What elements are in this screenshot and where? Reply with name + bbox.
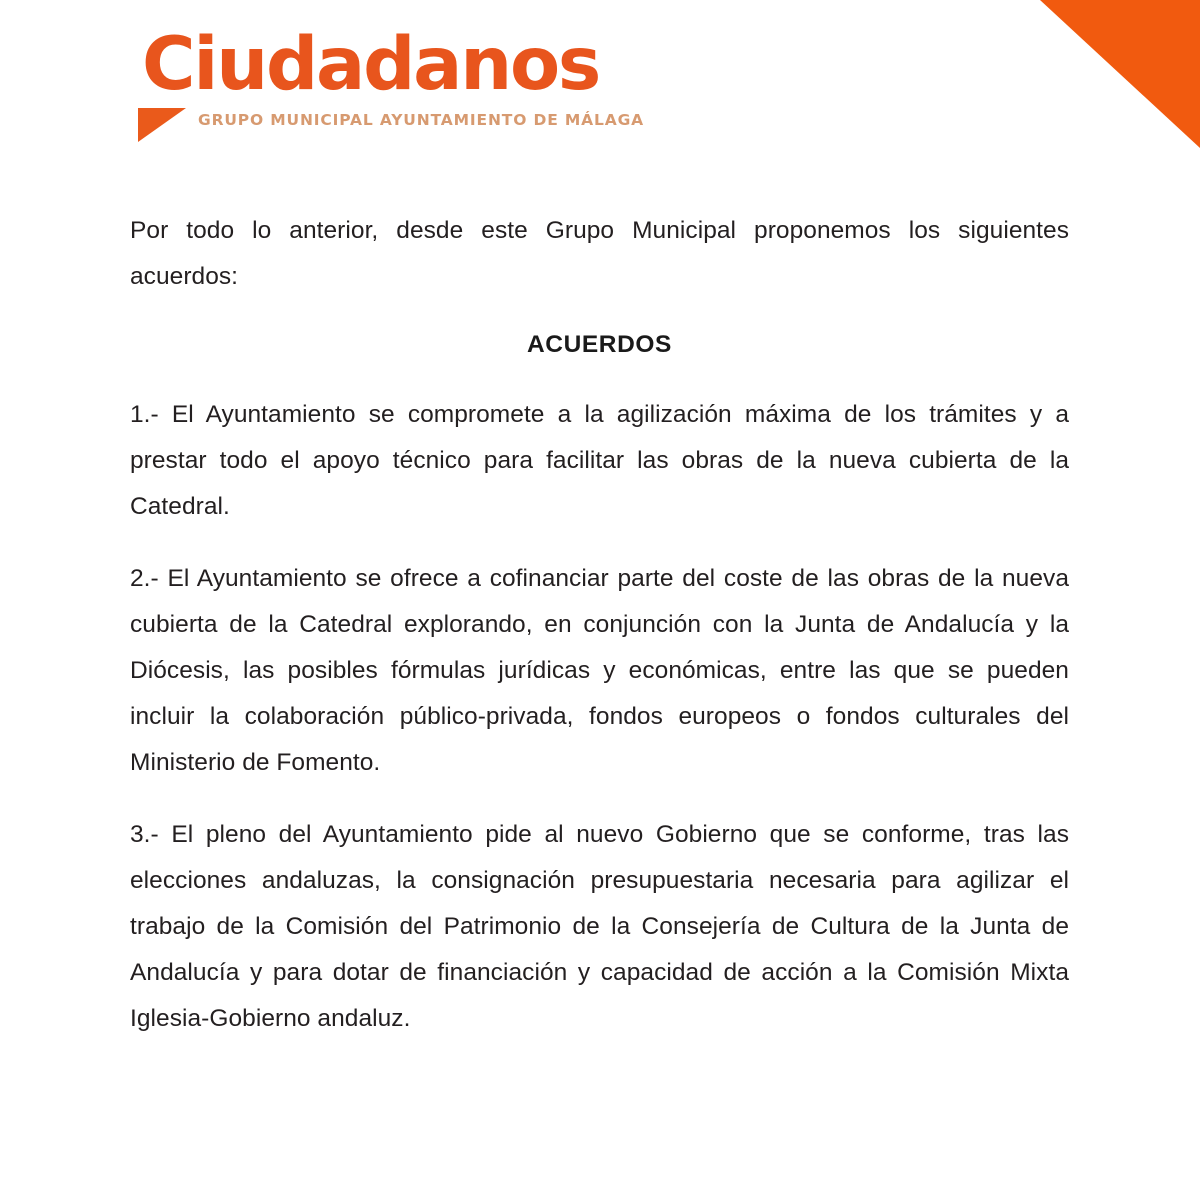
- corner-wedge-icon: [1028, 0, 1200, 148]
- acuerdos-heading: ACUERDOS: [526, 331, 672, 358]
- logo-wordmark: Ciudadanos: [142, 22, 600, 107]
- logo-subtitle: GRUPO MUNICIPAL AYUNTAMIENTO DE MÁLAGA: [198, 111, 644, 129]
- agreement-item-1: 1.- El Ayuntamiento se compromete a la agilización máxima de los trámites y a prestar todo el apoyo técnico para facilitar las obras de la nueva cubierta de la Catedral.: [130, 401, 1069, 520]
- agreement-item-2: 2.- El Ayuntamiento se ofrece a cofinanciar parte del coste de las obras de la nueva cubierta de la Catedral explorando, en conjunción con la Junta de Andalucía y la Diócesis, las posibles fórmulas jurídicas y económicas, entre las que se pueden incluir la colaboración público-privada, fondos europeos o fondos culturales del Ministerio de Fomento.: [130, 565, 1069, 776]
- agreement-item-3: 3.- El pleno del Ayuntamiento pide al nuevo Gobierno que se conforme, tras las elecciones andaluzas, la consignación presupuestaria necesaria para agilizar el trabajo de la Comisión del Patrimonio de la Consejería de Cultura de la Junta de Andalucía y para dotar de financiación y capacidad de acción a la Comisión Mixta Iglesia-Gobierno andaluz.: [130, 821, 1069, 1032]
- logo-header: [138, 22, 758, 146]
- intro-paragraph: Por todo lo anterior, desde este Grupo Municipal proponemos los siguientes acuerdos:: [130, 217, 1069, 290]
- document-body: [130, 208, 1069, 1042]
- triangle-flag-icon: [138, 108, 186, 142]
